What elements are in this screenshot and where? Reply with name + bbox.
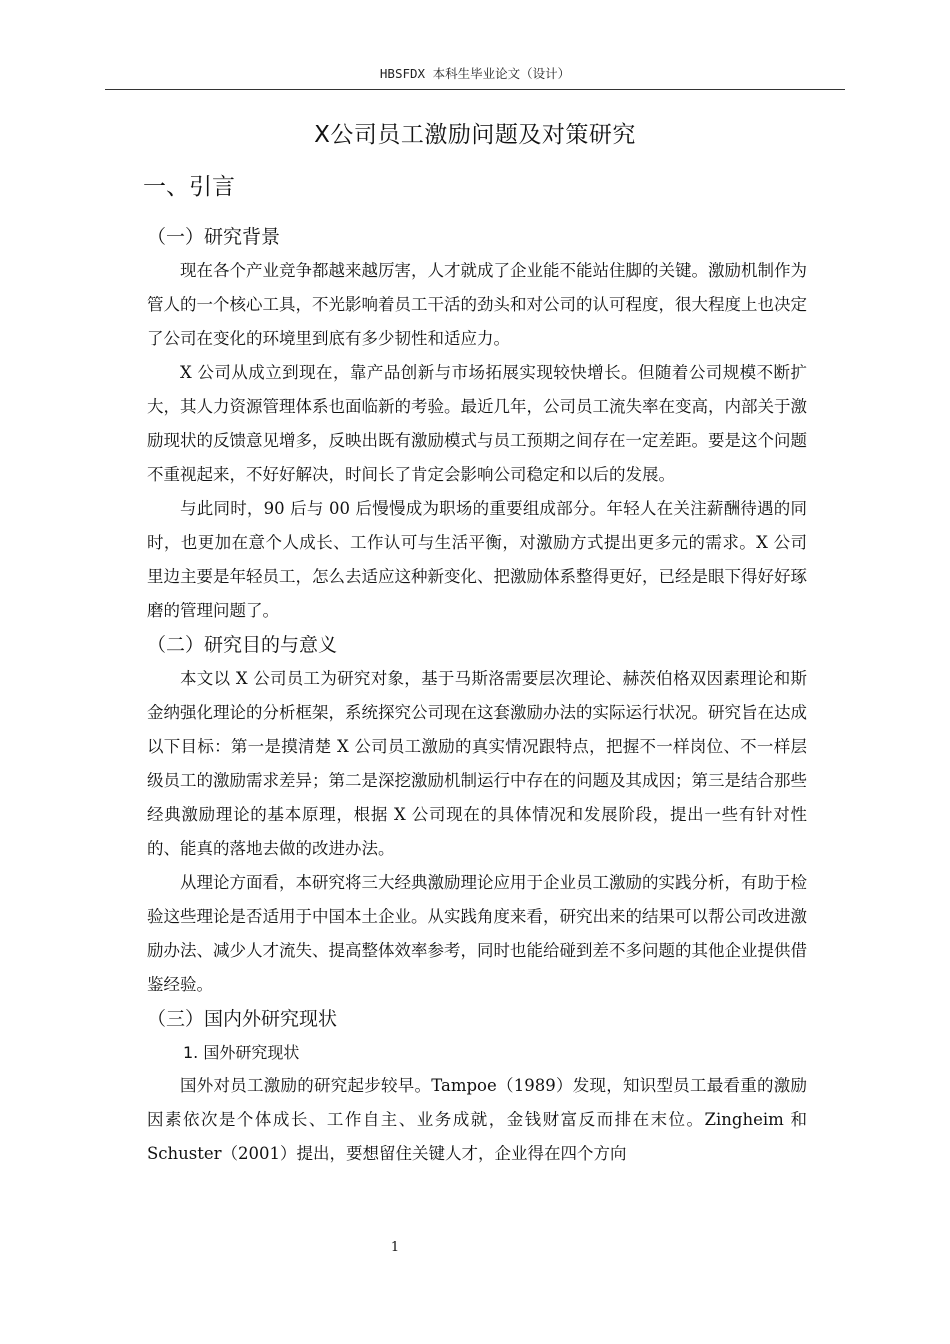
paper-body <box>143 168 807 1171</box>
subsection-heading-purpose: （二）研究目的与意义 <box>147 634 338 656</box>
body-paragraph: 现在各个产业竞争都越来越厉害，人才就成了企业能不能站住脚的关键。激励机制作为管人的一个核心工具，不光影响着员工干活的劲头和对公司的认可程度，很大程度上也决定了公司在变化的环境里到底有多少韧性和适应力。 <box>147 261 807 348</box>
subsection-heading-background: （一）研究背景 <box>147 226 281 248</box>
section-heading-introduction: 一、引言 <box>143 174 235 200</box>
body-paragraph: 本文以 X 公司员工为研究对象，基于马斯洛需要层次理论、赫茨伯格双因素理论和斯金纳强化理论的分析框架，系统探究公司现在这套激励办法的实际运行状况。研究旨在达成以下目标：第一是摸清楚 X 公司员工激励的真实情况跟特点，把握不一样岗位、不一样层级员工的激励需求差异；第二是深挖激励机制运行中存在的问题及其成因；第三是结合那些经典激励理论的基本原理，根据 X 公司现在的具体情况和发展阶段，提出一些有针对性的、能真的落地去做的改进办法。 <box>147 669 807 858</box>
paper-title: X公司员工激励问题及对策研究 <box>314 122 636 148</box>
page-number: 1 <box>390 1240 400 1255</box>
subsubsection-heading-foreign: 1. 国外研究现状 <box>183 1043 300 1062</box>
body-paragraph: 国外对员工激励的研究起步较早。Tampoe（1989）发现，知识型员工最看重的激励因素依次是个体成长、工作自主、业务成就，金钱财富反而排在末位。Zingheim 和 Schuster（2001）提出，要想留住关键人才，企业得在四个方向 <box>147 1076 807 1163</box>
subsection-heading-literature: （三）国内外研究现状 <box>147 1008 338 1030</box>
header-divider <box>105 89 845 90</box>
body-paragraph: X 公司从成立到现在，靠产品创新与市场拓展实现较快增长。但随着公司规模不断扩大，其人力资源管理体系也面临新的考验。最近几年，公司员工流失率在变高，内部关于激励现状的反馈意见增多，反映出既有激励模式与员工预期之间存在一定差距。要是这个问题不重视起来，不好好解决，时间长了肯定会影响公司稳定和以后的发展。 <box>147 363 807 484</box>
page-header: HBSFDX 本科生毕业论文（设计） <box>379 66 571 81</box>
body-paragraph: 与此同时，90 后与 00 后慢慢成为职场的重要组成部分。年轻人在关注薪酬待遇的同时，也更加在意个人成长、工作认可与生活平衡，对激励方式提出更多元的需求。X 公司里边主要是年轻员工，怎么去适应这种新变化、把激励体系整得更好，已经是眼下得好好琢磨的管理问题了。 <box>147 499 807 620</box>
body-paragraph: 从理论方面看，本研究将三大经典激励理论应用于企业员工激励的实践分析，有助于检验这些理论是否适用于中国本土企业。从实践角度来看，研究出来的结果可以帮公司改进激励办法、减少人才流失、提高整体效率参考，同时也能给碰到差不多问题的其他企业提供借鉴经验。 <box>147 873 807 994</box>
